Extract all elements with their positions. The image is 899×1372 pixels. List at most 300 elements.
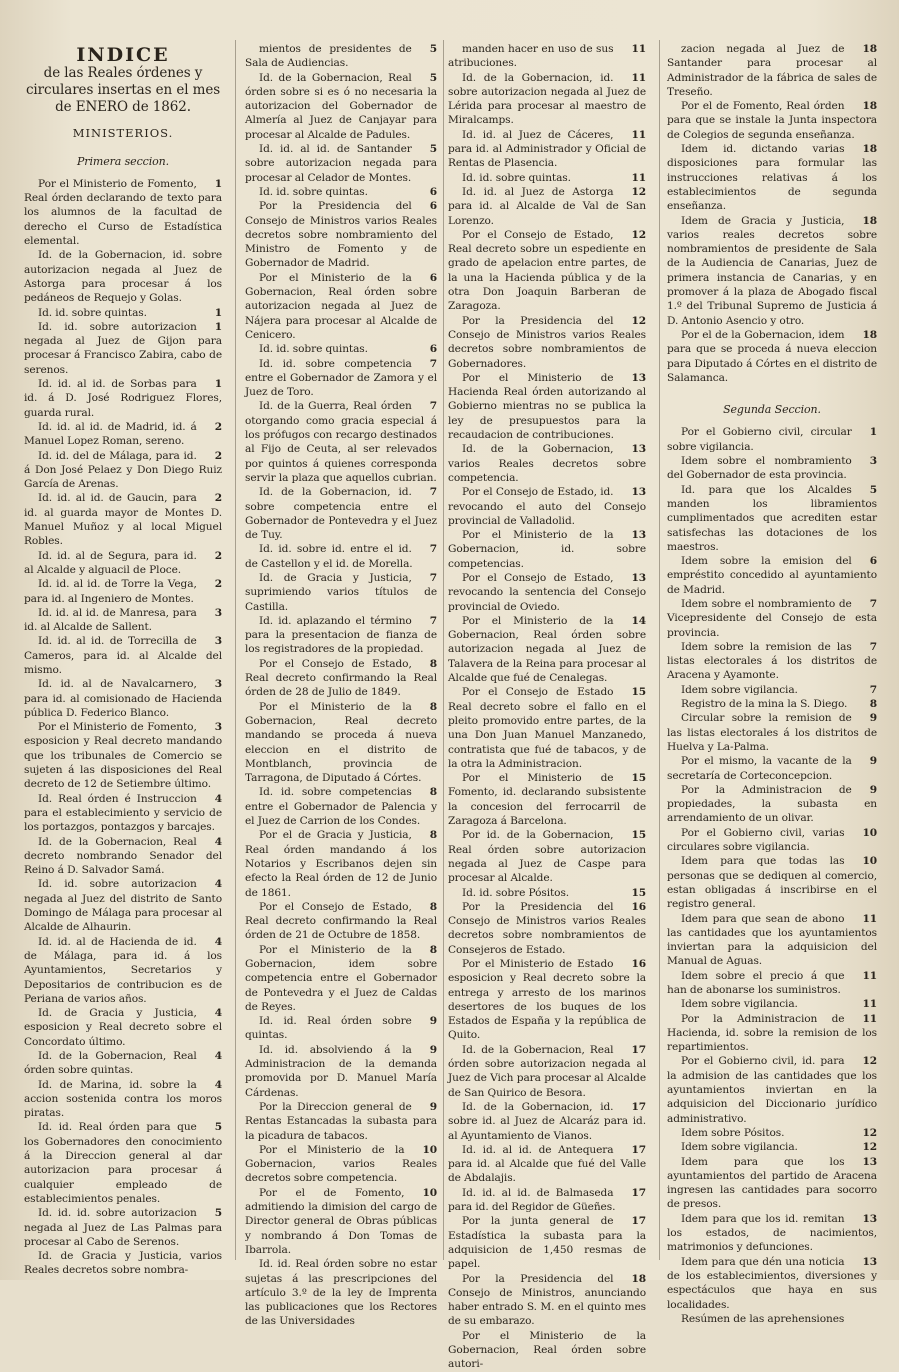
entry-text: Idem de Gracia y Justicia, varios reales decretos sobre nombramientos de presidente de Sala de la Audiencia de Canarias, Juez de primera instancia de Canarias, y en promover á la plaza de Abogado fiscal 1.º del Tribunal Supremo de Justicia á D. Antonio Asencio y otro. (667, 214, 877, 327)
entry-text: Id. id. Real órden sobre quintas. (245, 1015, 412, 1042)
index-entry (24, 1078, 222, 1121)
index-entry (448, 957, 646, 1043)
page-number: 10 (862, 826, 877, 839)
entry-text: Por el Ministerio de la Gobernacion, id. sobre competencias. (448, 529, 646, 570)
entry-text: Idem id. dictando varias disposiciones para formular las instrucciones relativas á los establecimientos de segunda enseñanza. (667, 143, 877, 213)
index-title: INDICE (76, 44, 170, 66)
page-number: 13 (862, 1212, 877, 1225)
page-number: 11 (862, 969, 877, 982)
index-entry (448, 571, 646, 614)
page-number: 3 (214, 635, 222, 648)
entry-text: Id. id. del de Málaga, para id. á Don José Pelaez y Don Diego Ruiz García de Arenas. (24, 449, 222, 491)
entry-text: Id. id. sobre autorizacion negada al Juez de Gijon para procesar á Francisco Zabira, cabo de serenos. (24, 320, 222, 376)
page-number: 2 (214, 578, 222, 591)
page-number: 11 (631, 128, 646, 141)
index-entry (24, 491, 222, 548)
index-entry (448, 771, 646, 828)
page-number: 5 (429, 71, 437, 84)
page-number: 1 (869, 426, 877, 439)
column-rule (659, 40, 660, 1260)
entry-text: Idem sobre vigilancia. (681, 1141, 798, 1154)
page-number: 10 (422, 1186, 437, 1199)
page-number: 7 (869, 640, 877, 653)
page-number: 18 (862, 214, 877, 227)
entry-text: Por el Gobierno civil, varias circulares sobre vigilancia. (667, 826, 845, 854)
page-number: 8 (429, 657, 437, 670)
entry-text: Idem para que los id. remitan los estados, de nacimientos, matrimonios y defunciones. (667, 1212, 877, 1254)
entry-text: Id. id. al id. de Manresa, para id. al Alcalde de Sallent. (24, 606, 197, 634)
entry-text: Por la Administracion de Hacienda, id. sobre la remision de los repartimientos. (667, 1012, 877, 1054)
index-entry (667, 597, 877, 640)
page-number: 15 (631, 829, 646, 842)
index-entry (24, 577, 222, 606)
column-rule (235, 40, 236, 1260)
entry-text: Id. id. absolviendo á la Administracion de la demanda promovida por D. Manuel María Cárdenas. (245, 1043, 437, 1099)
index-entry (245, 271, 437, 342)
page-number: 7 (429, 571, 437, 584)
entry-text: Id. de la Guerra, Real órden otorgando como gracia especial á los prófugos con recargo destinados al Fijo de Ceuta, al ser relevados por quintos á quienes corresponda servir la plaza que aquellos cubrian. (245, 400, 437, 484)
page-number: 18 (862, 43, 877, 55)
index-entry (667, 142, 877, 213)
index-entry (245, 485, 437, 542)
index-entry (448, 314, 646, 371)
entry-text: Id. id. sobre quintas. (462, 171, 571, 184)
index-entry (24, 1120, 222, 1206)
page-number: 18 (862, 328, 877, 341)
index-entry (245, 900, 437, 943)
index-entry (24, 1006, 222, 1049)
index-entry (667, 425, 877, 454)
page-number: 13 (862, 1155, 877, 1168)
entry-text: Id. id. al id. de Torre la Vega, para id. al Ingeniero de Montes. (24, 578, 197, 605)
entry-text: Por el de la Gobernacion, idem para que se proceda á nueva eleccion para Diputado á Córtes en el distrito de Salamanca. (667, 328, 877, 384)
page-number: 2 (214, 420, 222, 433)
page-number: 5 (214, 1207, 222, 1220)
entry-text: Por el Consejo de Estado, Real decreto confirmando la Real órden de 28 de Julio de 1849. (245, 657, 437, 699)
page-number: 5 (869, 483, 877, 496)
index-entry (245, 1043, 437, 1100)
page-number: 13 (631, 529, 646, 542)
page-number: 7 (429, 357, 437, 370)
page-number: 12 (631, 314, 646, 327)
entry-text: Idem sobre vigilancia. (681, 683, 798, 696)
page-number: 10 (422, 1143, 437, 1156)
index-entry (667, 683, 877, 697)
entry-text: Id. id. Real órden para que los Gobernadores den conocimiento á la Direccion general al dar autorizacion para procesar á cualquier empleado de establecimientos penales. (24, 1121, 222, 1205)
entry-text: Por la Administracion de propiedades, la subasta en arrendamiento de un olivar. (667, 783, 877, 825)
page-number: 7 (869, 597, 877, 610)
entry-text: Id. id. sobre autorizacion negada al Juez del distrito de Santo Domingo de Málaga para procesar al Alcalde de Alhaurin. (24, 878, 222, 934)
entry-text: Por el Ministerio de la Gobernacion, Real decreto mandando se proceda á nueva eleccion en el distrito de Montblanch, provincia de Tarragona, de Diputado á Córtes. (245, 700, 437, 785)
index-entry (667, 454, 877, 483)
page-number: 13 (631, 486, 646, 499)
entry-text: Id. id. sobre quintas. (259, 343, 368, 356)
index-entry (448, 1100, 646, 1143)
page-number: 11 (631, 43, 646, 55)
index-entry (245, 542, 437, 571)
index-entry (448, 185, 646, 228)
entry-text: Por el Ministerio de Fomento, Real órden declarando de texto para los alumnos de la facultad de derecho el Curso de Estadística elemental. (24, 177, 222, 248)
page-number: 11 (862, 912, 877, 925)
entry-text: Por id. de la Gobernacion, Real órden sobre autorizacion negada al Juez de Caspe para procesar al Alcalde. (448, 829, 646, 885)
index-entry (245, 199, 437, 270)
page-number: 3 (214, 678, 222, 691)
page-number: 4 (214, 792, 222, 805)
entry-list (448, 42, 646, 1372)
index-entry (24, 835, 222, 878)
index-entry (245, 342, 437, 356)
page-number: 11 (631, 171, 646, 184)
entry-text: Por el Ministerio de Fomento, esposicion y Real decreto mandando que los tribunales de Comercio se sujeten á las disposiciones del Real decreto de 12 de Setiembre último. (24, 721, 222, 791)
page-number: 6 (869, 555, 877, 568)
page-number: 6 (429, 343, 437, 356)
page-number: 17 (631, 1215, 646, 1228)
entry-text: Id. id. id. sobre autorizacion negada al Juez de Las Palmas para procesar al Cabo de Serenos. (24, 1207, 222, 1248)
entry-text: Id. id. al Juez de Astorga para id. al Alcalde de Val de San Lorenzo. (448, 185, 646, 227)
index-entry (448, 442, 646, 485)
index-entry (667, 640, 877, 683)
entry-text: mientos de presidentes de Sala de Audiencias. (245, 43, 412, 70)
index-entry (245, 42, 437, 71)
page-number: 10 (862, 855, 877, 868)
page-number: 5 (214, 1121, 222, 1134)
page-number: 4 (214, 1007, 222, 1020)
entry-text: Circular sobre la remision de las listas electorales á los distritos de Huelva y La-Palma. (667, 712, 877, 753)
entry-text: Id. id. sobre id. entre el id. de Castellon y el id. de Morella. (245, 543, 413, 570)
page-number: 3 (214, 721, 222, 734)
index-entry (245, 1143, 437, 1186)
entry-text: Idem sobre Pósitos. (681, 1126, 785, 1139)
page-number: 9 (429, 1100, 437, 1113)
index-entry (245, 614, 437, 657)
page-number: 1 (214, 320, 222, 333)
page-number: 12 (862, 1055, 877, 1068)
index-entry (667, 42, 877, 99)
index-entry (448, 42, 646, 71)
entry-text: Id. id. al id. de Gaucin, para id. al guarda mayor de Montes D. Manuel Muñoz y al local Miguel Robles. (24, 492, 222, 548)
index-entry (245, 357, 437, 400)
index-entry (667, 1312, 877, 1326)
page-number: 9 (869, 712, 877, 725)
page-number: 13 (631, 371, 646, 384)
entry-text: Id. de la Gobernacion, id. sobre competencia entre el Gobernador de Pontevedra y el Juez de Tuy. (245, 486, 437, 542)
entry-text: Id. id. al de Hacienda de id. de Málaga, para id. á los Ayuntamientos, Secretarios y Depositarios de contribucion es de Periana de varios años. (24, 935, 222, 1005)
index-entry (24, 1049, 222, 1078)
ministerios-heading: MINISTERIOS. (72, 126, 174, 141)
column-4 (667, 42, 877, 1325)
index-entry (448, 1043, 646, 1100)
page-number: 18 (862, 143, 877, 156)
index-entry (667, 912, 877, 969)
page-number: 13 (631, 443, 646, 456)
page-number: 13 (862, 1255, 877, 1268)
index-entry (448, 614, 646, 685)
entry-text: Idem para que los ayuntamientos del partido de Aracena ingresen las cantidades para socorro de presos. (667, 1155, 877, 1211)
page-number: 6 (429, 200, 437, 213)
entry-text: Id. de la Gobernacion, id. sobre autorizacion negada al Juez de Astorga para procesar á los pedáneos de Requejo y Golas. (24, 249, 222, 305)
entry-text: Por el Consejo de Estado, Real decreto sobre un espediente en grado de apelacion entre partes, de la una la Hacienda pública y de la otra Don Joaquin Barberan de Zaragoza. (448, 228, 646, 313)
page-number: 18 (862, 100, 877, 113)
entry-text: Por la Presidencia del Consejo de Ministros varios Reales decretos sobre nombramiento del Ministro de Fomento y de Gobernador de Madrid. (245, 200, 437, 270)
page-number: 12 (862, 1141, 877, 1154)
index-entry (24, 306, 222, 320)
page-number: 7 (429, 543, 437, 556)
index-entry (667, 483, 877, 554)
entry-text: Id. id. Real órden sobre no estar sujetas á las prescripciones del artículo 3.º de la ley de Imprenta las publicaciones que los Rectores de las Universidades (245, 1258, 437, 1328)
page-number: 3 (214, 606, 222, 619)
entry-text: Idem sobre la emision del empréstito concedido al ayuntamiento de Madrid. (667, 555, 877, 596)
index-entry (667, 969, 877, 998)
index-entry (667, 328, 877, 385)
index-entry (24, 792, 222, 835)
index-entry (448, 1143, 646, 1186)
index-entry (667, 1155, 877, 1212)
page-number: 7 (869, 683, 877, 696)
entry-text: Por el Consejo de Estado Real decreto sobre el fallo en el pleito promovido entre partes, de la una Don Juan Manuel Manzanedo, contratista que fué de tabacos, y de la otra la Administracion. (448, 686, 646, 770)
entry-text: Id. id. al de Navalcarnero, para id. al comisionado de Hacienda pública D. Federico Blanco. (24, 678, 222, 719)
index-entry (448, 228, 646, 314)
entry-text: Idem sobre vigilancia. (681, 998, 798, 1011)
index-entry (667, 554, 877, 597)
column-1 (24, 42, 222, 1277)
index-entry (245, 399, 437, 485)
entry-text: Por el de Fomento, Real órden para que se instale la Junta inspectora de Colegios de segunda enseñanza. (667, 100, 877, 141)
index-entry (24, 420, 222, 449)
entry-text: Id. de la Gobernacion, Real órden sobre si es ó no necesaria la autorizacion del Gobernador de Almería al Juez de Canjayar para procesar al Alcalde de Padules. (245, 71, 437, 141)
index-entry (245, 142, 437, 185)
entry-text: Por el Gobierno civil, circular sobre vigilancia. (667, 426, 852, 453)
index-entry (24, 320, 222, 377)
entry-text: Id. id. al id. de Antequera para id. al Alcalde que fué del Valle de Abdalajis. (448, 1143, 646, 1185)
entry-text: Por el Ministerio de la Gobernacion, Real órden sobre autorizacion negada al Juez de Talavera de la Reina para procesar al Alcalde que fué de Cenalegas. (448, 614, 646, 685)
index-entry (245, 1014, 437, 1043)
entry-text: Resúmen de las aprehensiones (681, 1312, 845, 1325)
entry-text: Id. id. al id. de Sorbas para id. á D. José Rodriguez Flores, guarda rural. (24, 378, 222, 419)
entry-text: Por el Ministerio de Estado esposicion y Real decreto sobre la entrega y arresto de los marinos desertores de los buques de los Estados de España y la república de Quito. (448, 958, 646, 1042)
page-number: 12 (631, 185, 646, 198)
index-entry (448, 685, 646, 771)
entry-text: Id. id. al id. de Balmaseda para id. del Regidor de Güeñes. (448, 1186, 616, 1214)
column-3 (448, 42, 646, 1371)
entry-text: Id. de Gracia y Justicia, esposicion y Real decreto sobre el Concordato último. (24, 1007, 222, 1048)
index-entry (245, 1186, 437, 1257)
entry-text: Id. de Marina, id. sobre la accion sostenida contra los moros piratas. (24, 1078, 222, 1120)
index-subtitle: de las Reales órdenes y circulares insertas en el mes de ENERO de 1862. (25, 65, 221, 116)
page-number: 17 (631, 1143, 646, 1156)
index-entry (245, 828, 437, 899)
index-entry (24, 877, 222, 934)
page-number: 9 (429, 1015, 437, 1028)
index-entry (448, 1186, 646, 1215)
section-heading-primera: Primera seccion. (76, 154, 170, 168)
entry-text: Idem para que dén una noticia de los establecimientos, diversiones y espectáculos que haya en sus localidades. (667, 1255, 877, 1311)
index-entry (448, 371, 646, 442)
page-number: 7 (429, 614, 437, 627)
index-entry (245, 700, 437, 786)
entry-text: Idem para que sean de abono las cantidades que los ayuntamientos inviertan para la adquisicion del Manual de Aguas. (667, 912, 877, 968)
entry-text: zacion negada al Juez de Santander para procesar al Administrador de la fábrica de sales de Treseño. (667, 43, 877, 98)
entry-text: Id. id. sobre competencias entre el Gobernador de Palencia y el Juez de Carrion de los Condes. (245, 786, 437, 828)
page-number: 17 (631, 1100, 646, 1113)
index-entry (448, 886, 646, 900)
index-entry (448, 1214, 646, 1271)
index-entry (448, 171, 646, 185)
page-number: 17 (631, 1043, 646, 1056)
index-entry (245, 185, 437, 199)
entry-text: Id. de la Gobernacion, Real órden sobre autorizacion negada al Juez de Vich para procesar al Alcalde de San Quirico de Besora. (448, 1043, 646, 1099)
page-number: 4 (214, 1078, 222, 1091)
page-number: 11 (631, 71, 646, 84)
page-number: 8 (429, 786, 437, 799)
entry-text: Id. id. al id. de Torrecilla de Cameros, para id. al Alcalde del mismo. (24, 635, 222, 676)
entry-text: Por el de Gracia y Justicia, Real órden mandando á los Notarios y Escribanos dejen sin efecto la Real órden de 12 de Junio de 1861. (245, 829, 437, 899)
entry-text: Idem sobre el precio á que han de abonarse los suministros. (667, 969, 845, 996)
page-number: 7 (429, 400, 437, 413)
page-number: 9 (869, 755, 877, 768)
index-entry (667, 854, 877, 911)
index-entry (448, 828, 646, 885)
entry-text: Por el Ministerio de Fomento, id. declarando subsistente la concesion del ferrocarril de Zaragoza á Barcelona. (448, 772, 646, 828)
column-rule (443, 40, 444, 1260)
entry-text: Id. id. aplazando el término para la presentacion de fianza de los registradores de la propiedad. (245, 614, 437, 656)
page-number: 8 (429, 700, 437, 713)
page-number: 4 (214, 1050, 222, 1062)
index-entry (245, 943, 437, 1014)
page-number: 16 (631, 900, 646, 913)
entry-text: Id. id. sobre competencia entre el Gobernador de Zamora y el Juez de Toro. (245, 357, 437, 399)
page-number: 3 (869, 455, 877, 468)
index-entry (667, 783, 877, 826)
entry-text: Idem para que todas las personas que se dediquen al comercio, estan obligadas á inscribirse en el registro general. (667, 855, 877, 911)
page-number: 12 (631, 228, 646, 241)
index-entry (24, 449, 222, 492)
entry-list (667, 425, 877, 1326)
page-number: 13 (631, 571, 646, 584)
page-number: 9 (429, 1043, 437, 1056)
column-2 (245, 42, 437, 1328)
page-number: 8 (429, 943, 437, 956)
entry-text: Id. id. sobre quintas. (38, 306, 147, 319)
entry-text: Por la Presidencia del Consejo de Ministros varios Reales decretos sobre nombramientos de Gobernadores. (448, 314, 646, 370)
index-entry (245, 71, 437, 142)
entry-text: Id. Real órden é Instruccion para el establecimiento y servicio de los portazgos, pontazgos y barcajes. (24, 792, 222, 834)
page-number: 5 (429, 143, 437, 156)
index-entry (24, 248, 222, 305)
index-entry (667, 826, 877, 855)
index-entry (667, 1255, 877, 1312)
page-number: 9 (869, 783, 877, 796)
index-entry (667, 1140, 877, 1154)
index-entry (245, 571, 437, 614)
page-number: 17 (631, 1186, 646, 1199)
index-entry (667, 1126, 877, 1140)
page-number: 4 (214, 835, 222, 848)
index-entry (667, 997, 877, 1011)
entry-text: Id. id. al id. de Madrid, id. á Manuel Lopez Roman, sereno. (24, 420, 197, 448)
page-number: 1 (214, 378, 222, 391)
index-entry (245, 657, 437, 700)
index-entry (448, 1272, 646, 1329)
index-entry (24, 1206, 222, 1249)
entry-list (667, 42, 877, 385)
index-entry (24, 377, 222, 420)
entry-text: Por el Gobierno civil, id. para la admision de las cantidades que los ayuntamientos inviertan en la adquisicion del Diccionario jurídico administrativo. (667, 1055, 877, 1125)
entry-text: Por el mismo, la vacante de la secretaría de Corteconcepcion. (667, 755, 852, 782)
entry-text: Id. id. al id. de Santander sobre autorizacion negada para procesar al Celador de Montes. (245, 143, 437, 184)
page-number: 6 (429, 185, 437, 198)
index-entry (667, 711, 877, 754)
entry-list (245, 42, 437, 1329)
index-entry (245, 785, 437, 828)
entry-text: Id. de la Gobernacion, id. sobre autorizacion negada al Juez de Lérida para procesar al maestro de Miralcamps. (448, 71, 646, 127)
page-number: 4 (214, 935, 222, 948)
entry-text: Id. de Gracia y Justicia, varios Reales decretos sobre nombra- (24, 1250, 222, 1277)
index-entry (24, 1249, 222, 1278)
page-number: 8 (429, 829, 437, 842)
entry-text: Idem sobre el nombramiento del Gobernador de esta provincia. (667, 455, 852, 482)
page-number: 2 (214, 492, 222, 505)
index-entry (667, 1012, 877, 1055)
index-entry (667, 214, 877, 328)
page-number: 8 (429, 900, 437, 913)
index-entry (667, 754, 877, 783)
entry-list (24, 177, 222, 1278)
index-entry (448, 1329, 646, 1372)
index-entry (667, 1212, 877, 1255)
page-number: 6 (429, 271, 437, 284)
index-entry (667, 1054, 877, 1125)
entry-text: Id. id. al de Segura, para id. al Alcalde y alguacil de Ploce. (24, 549, 197, 576)
page-number: 12 (862, 1126, 877, 1139)
page-number: 1 (214, 306, 222, 319)
index-entry (448, 485, 646, 528)
entry-text: Id. id. al Juez de Cáceres, para id. al Administrador y Oficial de Rentas de Plasencia. (448, 128, 646, 170)
entry-text: Por el Ministerio de la Gobernacion, idem sobre competencia entre el Gobernador de Pontevedra y el Juez de Caldas de Reyes. (245, 943, 437, 1013)
index-entry (448, 900, 646, 957)
entry-text: Por el Consejo de Estado, Real decreto confirmando la Real órden de 21 de Octubre de 1858. (245, 900, 437, 942)
entry-text: Idem sobre la remision de las listas electorales á los distritos de Aracena y Ayamonte. (667, 640, 877, 682)
entry-text: Por la Presidencia del Consejo de Ministros varios Reales decretos sobre nombramientos de Consejeros de Estado. (448, 900, 646, 956)
entry-text: Id. de la Gobernacion, varios Reales decretos sobre competencia. (448, 443, 646, 484)
entry-text: Por el Consejo de Estado, revocando la sentencia del Consejo provincial de Oviedo. (448, 571, 646, 613)
entry-text: Id. id. sobre quintas. (259, 185, 368, 198)
page-number: 11 (862, 998, 877, 1011)
page-number: 18 (631, 1272, 646, 1285)
entry-text: Por la Direccion general de Rentas Estancadas la subasta para la picadura de tabacos. (245, 1100, 437, 1142)
index-entry (24, 606, 222, 635)
index-entry (448, 128, 646, 171)
index-entry (667, 697, 877, 711)
page-number: 1 (214, 177, 222, 190)
index-entry (667, 99, 877, 142)
entry-text: Id. de la Gobernacion, Real decreto nombrando Senador del Reino á D. Salvador Samá. (24, 835, 222, 877)
page-number: 15 (631, 886, 646, 899)
entry-text: manden hacer en uso de sus atribuciones. (448, 43, 614, 70)
index-entry (24, 935, 222, 1006)
index-entry (24, 549, 222, 578)
entry-text: Id. de la Gobernacion, id. sobre id. al Juez de Alcaráz para id. al Ayuntamiento de Vianos. (448, 1100, 646, 1142)
entry-text: Id. id. sobre Pósitos. (462, 886, 570, 899)
page-number: 16 (631, 958, 646, 970)
page-number: 5 (429, 43, 437, 55)
entry-text: Id. de la Gobernacion, Real órden sobre quintas. (24, 1050, 197, 1077)
section-heading-segunda: Segunda Seccion. (723, 403, 821, 417)
page-number: 7 (429, 486, 437, 499)
entry-text: Por la Presidencia del Consejo de Ministros, anunciando haber entrado S. M. en el quinto mes de su embarazo. (448, 1272, 646, 1328)
index-entry (448, 71, 646, 128)
entry-text: Por la junta general de Estadística la subasta para la adquisicion de 1,450 resmas de papel. (448, 1215, 646, 1271)
page-number: 15 (631, 772, 646, 785)
